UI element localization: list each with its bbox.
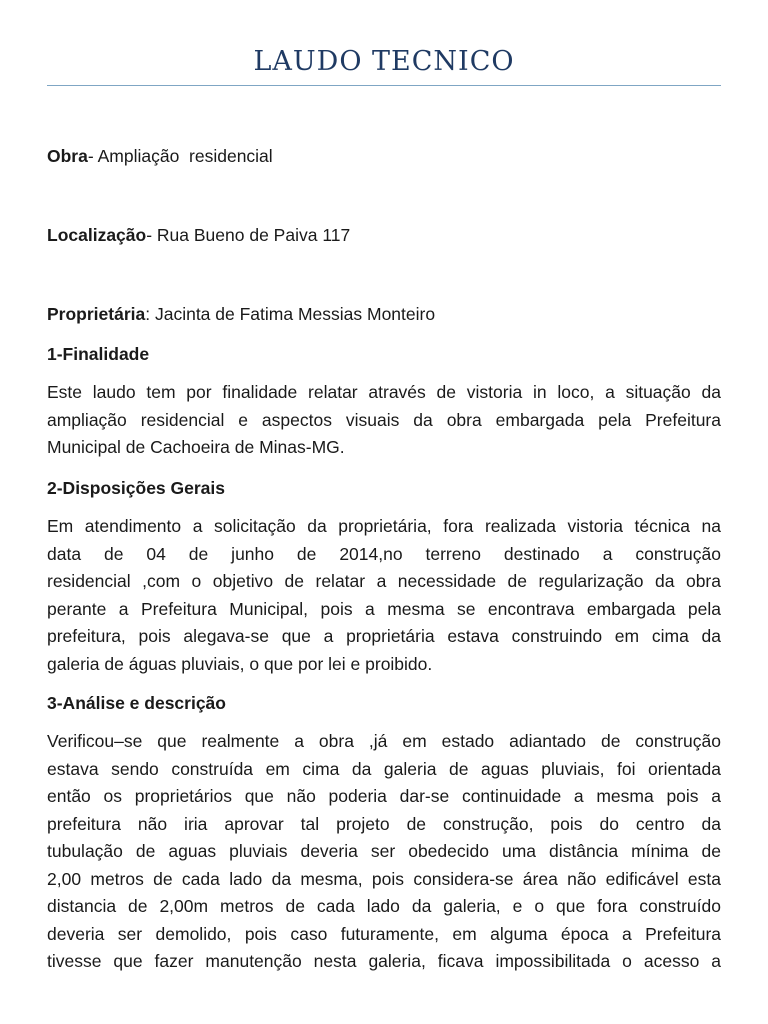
paragraph-line: deveria ser demolido, pois caso futuramente, em alguma época a Prefeitura	[47, 923, 721, 944]
paragraph-line: distancia de 2,00m metros de cada lado da galeria, e o que fora construído	[47, 896, 721, 916]
field-proprietaria-separator: :	[145, 304, 155, 324]
paragraph-line: Este laudo tem por finalidade relatar através de vistoria in loco, a situação da	[47, 382, 721, 402]
paragraph-line: 2,00 metros de cada lado da mesma, pois considera-se área não edificável esta	[47, 868, 721, 889]
section-heading-finalidade: 1-Finalidade	[47, 344, 150, 364]
section-body-disposicoes-gerais	[47, 513, 721, 678]
document-title: LAUDO TECNICO	[253, 46, 515, 77]
section-body-finalidade	[47, 379, 721, 462]
field-proprietaria	[47, 302, 721, 326]
paragraph-line: Municipal de Cachoeira de Minas-MG.	[47, 437, 345, 457]
field-obra-separator: -	[87, 146, 98, 166]
paragraph-line: data de 04 de junho de 2014,no terreno destinado a construção	[47, 543, 721, 564]
field-localizacao-value: Rua Bueno de Paiva 117	[156, 225, 351, 245]
field-proprietaria-value: Jacinta de Fatima Messias Monteiro	[154, 304, 436, 324]
paragraph-line: ampliação residencial e aspectos visuais da obra embargada pela Prefeitura	[47, 409, 721, 430]
paragraph-line: Verificou–se que realmente a obra ,já em estado adiantado de construção	[47, 731, 721, 751]
paragraph-line: galeria de águas pluviais, o que por lei e proibido.	[47, 653, 433, 674]
field-localizacao-separator: -	[146, 225, 157, 245]
section-heading-disposicoes-gerais: 2-Disposições Gerais	[47, 478, 225, 498]
paragraph-line: residencial ,com o objetivo de relatar a necessidade de regularização da obra	[47, 571, 721, 591]
paragraph-line: estava sendo construída em cima da galeria de aguas pluviais, foi orientada	[47, 758, 721, 779]
field-localizacao	[47, 223, 721, 247]
paragraph-line: perante a Prefeitura Municipal, pois a mesma se encontrava embargada pela	[47, 598, 721, 619]
paragraph-line: tubulação de aguas pluviais deveria ser obedecido uma distância mínima de	[47, 841, 721, 861]
section-body-analise-descricao	[47, 728, 721, 976]
paragraph-line: tivesse que fazer manutenção nesta galeria, ficava impossibilitada o acesso a	[47, 951, 721, 971]
field-obra	[47, 144, 721, 168]
field-obra-value: Ampliação residencial	[97, 146, 273, 166]
paragraph-line: prefeitura não iria aprovar tal projeto de construção, pois do centro da	[47, 813, 721, 834]
paragraph-line: prefeitura, pois alegava-se que a proprietária estava construindo em cima da	[47, 626, 721, 646]
field-proprietaria-label: Proprietária	[47, 304, 146, 324]
section-heading-analise-descricao: 3-Análise e descrição	[47, 693, 226, 713]
field-obra-label: Obra	[47, 146, 88, 166]
paragraph-line: Em atendimento a solicitação da proprietária, fora realizada vistoria técnica na	[47, 516, 721, 536]
title-underline	[47, 85, 721, 86]
paragraph-line: então os proprietários que não poderia dar-se continuidade a mesma pois a	[47, 786, 721, 806]
field-localizacao-label: Localização	[47, 225, 147, 245]
